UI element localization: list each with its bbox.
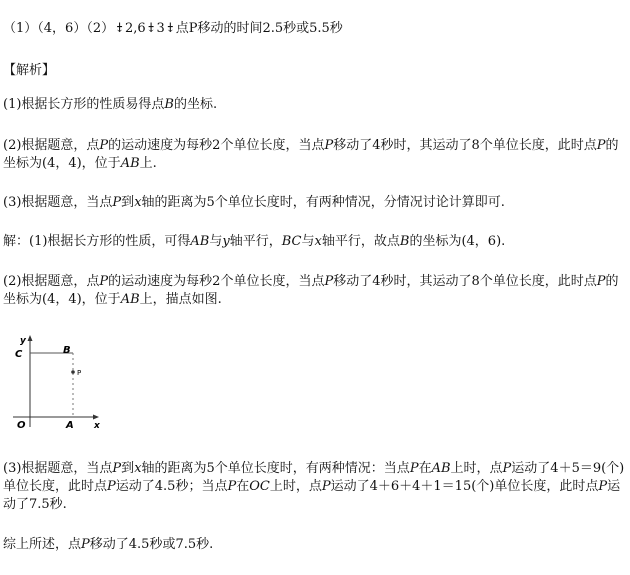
solution-step-3: (3)根据题意，当点P到x轴的距离为5个单位长度时，有两种情况：当点P在AB上时，点P运动了4＋5＝9(个)单位长度，此时点P运动了4.5秒；当点P在OC上时，点P运动了4＋6＋4＋1＝15(个)单位长度，此时点P运动了7.5秒. [3, 461, 625, 512]
y-axis-arrow [28, 335, 33, 341]
solution-step-1: 解：(1)根据长方形的性质，可得AB与y轴平行，BC与x轴平行，故点B的坐标为(4，6). [3, 234, 506, 249]
label-b: B [63, 345, 71, 356]
label-o: O [17, 420, 26, 431]
analysis-step-3: (3)根据题意，当点P到x轴的距离为5个单位长度时，有两种情况，分情况讨论计算即可. [3, 195, 505, 210]
x-axis-arrow [93, 415, 99, 420]
analysis-header: 【解析】 [3, 63, 56, 78]
point-p [71, 370, 75, 374]
label-c: C [15, 349, 23, 360]
coordinate-diagram [3, 327, 143, 442]
answer-line: （1）（4，6）（2）⤈2,6⤈3⤈点P移动的时间2.5秒或5.5秒 [3, 21, 343, 36]
conclusion: 综上所述，点P移动了4.5秒或7.5秒. [3, 537, 214, 552]
analysis-step-2: (2)根据题意，点P的运动速度为每秒2个单位长度，当点P移动了4秒时，其运动了8个单位长度，此时点P的坐标为(4，4)，位于AB上. [3, 138, 619, 171]
analysis-step-1: (1)根据长方形的性质易得点B的坐标. [3, 97, 218, 112]
label-a: A [66, 420, 74, 431]
solution-step-2: (2)根据题意，点P的运动速度为每秒2个单位长度，当点P移动了4秒时，其运动了8个单位长度，此时点P的坐标为(4，4)，位于AB上，描点如图. [3, 274, 619, 307]
label-x: x [94, 421, 100, 431]
label-y: y [20, 336, 26, 346]
label-p: P [77, 369, 82, 377]
